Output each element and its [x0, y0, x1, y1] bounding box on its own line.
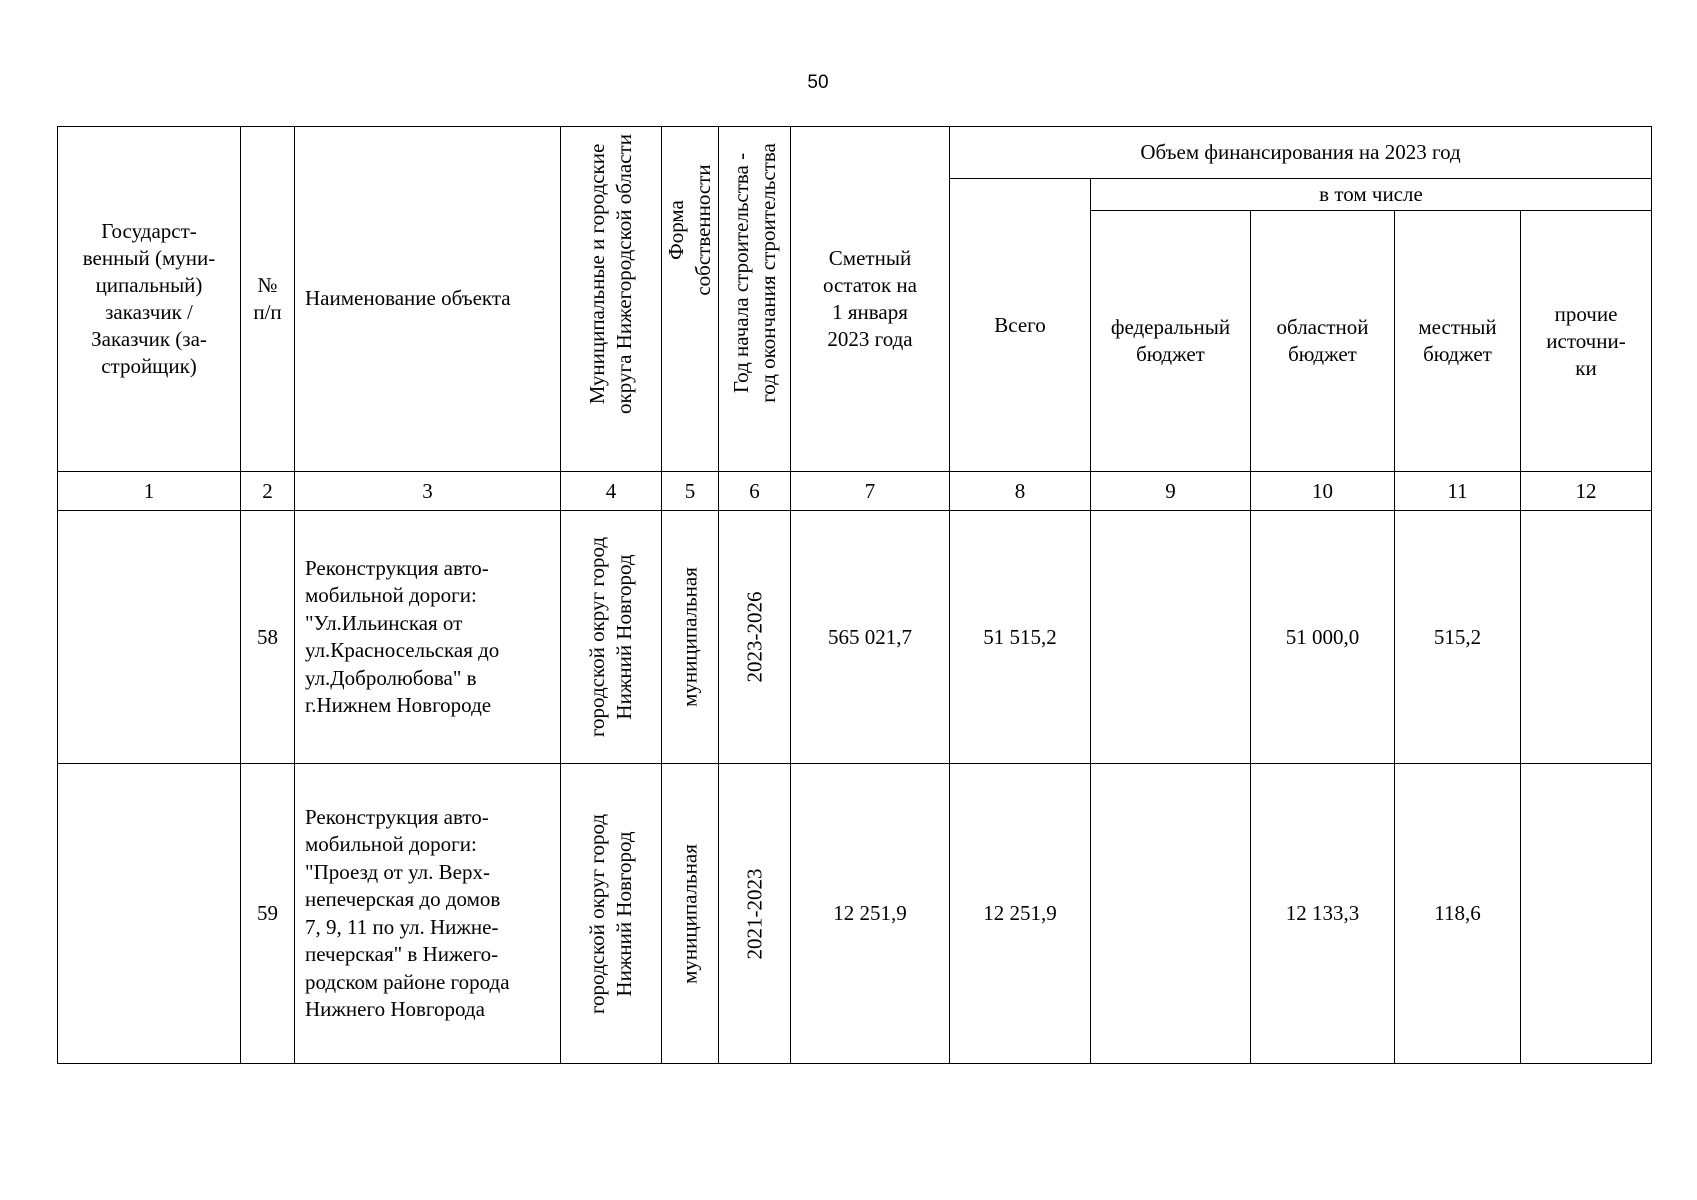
header-funding-group: Объем финансирования на 2023 год	[950, 127, 1652, 179]
row-local: 118,6	[1395, 764, 1521, 1064]
row-regional: 51 000,0	[1251, 511, 1395, 764]
row-municipality	[561, 511, 662, 764]
page-number: 50	[807, 72, 829, 93]
col-num: 3	[295, 472, 561, 511]
row-total: 12 251,9	[950, 764, 1091, 1064]
header-ownership	[662, 127, 719, 472]
row-years-text: 2021-2023	[742, 868, 766, 959]
header-estimated-balance: Сметный остаток на 1 января 2023 года	[791, 127, 950, 472]
header-federal: федеральный бюджет	[1091, 211, 1251, 472]
header-other: прочие источни- ки	[1521, 211, 1652, 472]
header-customer: Государст- венный (муни- ципальный) заказчик / Заказчик (за- стройщик)	[58, 127, 241, 472]
header-object-name: Наименование объекта	[295, 127, 561, 472]
col-num: 9	[1091, 472, 1251, 511]
row-ownership-text: муниципальная	[677, 567, 702, 707]
header-including: в том числе	[1091, 179, 1652, 211]
row-municipality	[561, 764, 662, 1064]
row-federal	[1091, 764, 1251, 1064]
header-local: местный бюджет	[1395, 211, 1521, 472]
row-years-text: 2023-2026	[742, 591, 766, 683]
col-num: 11	[1395, 472, 1521, 511]
table-row	[58, 511, 1652, 764]
row-other	[1521, 764, 1652, 1064]
header-years-text: Год начала строительства - год окончания строительства	[728, 143, 780, 403]
col-num: 4	[561, 472, 662, 511]
row-federal	[1091, 511, 1251, 764]
row-object-name: Реконструкция авто- мобильной дороги: "Ул.Ильинская от ул.Красносельская до ул.Добролюбова" в г.Нижнем Новгороде	[295, 511, 561, 764]
col-num: 10	[1251, 472, 1395, 511]
col-num: 7	[791, 472, 950, 511]
row-customer	[58, 764, 241, 1064]
header-years	[719, 127, 791, 472]
header-total: Всего	[950, 179, 1091, 472]
row-customer	[58, 511, 241, 764]
row-number: 59	[241, 764, 295, 1064]
table-row	[58, 764, 1652, 1064]
header-municipality-text: Муниципальные и городские округа Нижегородской области	[585, 134, 636, 414]
row-other	[1521, 511, 1652, 764]
row-regional: 12 133,3	[1251, 764, 1395, 1064]
col-num: 5	[662, 472, 719, 511]
row-municipality-text: городской округ город Нижний Новгород	[585, 536, 636, 738]
row-estimated-balance: 565 021,7	[791, 511, 950, 764]
row-object-name: Реконструкция авто- мобильной дороги: "Проезд от ул. Верх- непечерская до домов 7, 9, 11 по ул. Нижне- печерская" в Нижего- родском районе города Нижнего Новгорода	[295, 764, 561, 1064]
row-years	[719, 764, 791, 1064]
row-estimated-balance: 12 251,9	[791, 764, 950, 1064]
header-row-1	[58, 127, 1652, 179]
row-ownership-text: муниципальная	[677, 843, 702, 984]
header-regional: областной бюджет	[1251, 211, 1395, 472]
column-numbers-row	[58, 472, 1652, 511]
row-local: 515,2	[1395, 511, 1521, 764]
row-total: 51 515,2	[950, 511, 1091, 764]
col-num: 6	[719, 472, 791, 511]
row-years	[719, 511, 791, 764]
row-ownership	[662, 511, 719, 764]
col-num: 2	[241, 472, 295, 511]
financing-table	[57, 126, 1652, 1064]
col-num: 1	[58, 472, 241, 511]
header-municipality	[561, 127, 662, 472]
row-municipality-text: городской округ город Нижний Новгород	[585, 813, 636, 1014]
header-ownership-text: Форма собственности	[664, 164, 715, 296]
col-num: 12	[1521, 472, 1652, 511]
header-number: № п/п	[241, 127, 295, 472]
col-num: 8	[950, 472, 1091, 511]
row-number: 58	[241, 511, 295, 764]
row-ownership	[662, 764, 719, 1064]
